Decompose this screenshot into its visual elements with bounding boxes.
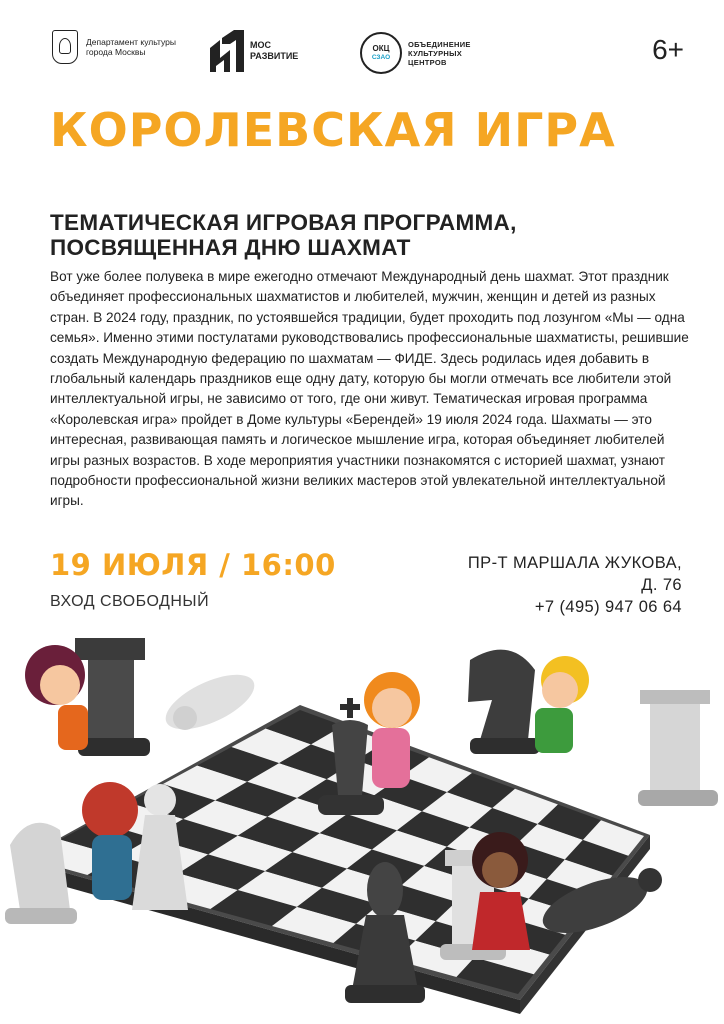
event-subtitle: ТЕМАТИЧЕСКАЯ ИГРОВАЯ ПРОГРАММА, ПОСВЯЩЕННАЯ ДНЮ ШАХМАТ: [50, 210, 517, 260]
address-line-2: Д. 76: [641, 576, 682, 594]
mos-logo-text: МОС РАЗВИТИЕ: [250, 40, 299, 61]
phone-number: +7 (495) 947 06 64: [534, 598, 682, 616]
moscow-culture-dept-logo: [52, 30, 176, 64]
fallen-white-pawn: [158, 664, 262, 741]
header: [52, 30, 684, 76]
chess-kids-illustration: [0, 630, 724, 1024]
event-address: [468, 553, 682, 619]
mos-m-icon: [210, 30, 244, 72]
mos-razvitie-logo: [210, 30, 314, 72]
age-rating: 6+: [652, 34, 684, 65]
okc-badge: [360, 32, 402, 74]
okc-logo-text: ОБЪЕДИНЕНИЕ КУЛЬТУРНЫХ ЦЕНТРОВ: [408, 39, 471, 67]
child-girl-dark-hair: [25, 645, 88, 750]
moscow-crest-icon: [52, 30, 78, 64]
address-line-1: ПР-Т МАРШАЛА ЖУКОВА,: [467, 554, 682, 572]
okc-badge-top: ОКЦ: [372, 44, 390, 53]
chess-rook-piece: [638, 690, 718, 806]
okc-badge-bottom: СЗАО: [371, 54, 391, 61]
black-knight-piece: [468, 650, 540, 754]
okc-logo: [360, 32, 498, 74]
dept-logo-text: Департамент культуры города Москвы: [86, 37, 176, 57]
child-boy-blond: [535, 656, 589, 753]
event-datetime: 19 ИЮЛЯ / 16:00: [50, 548, 336, 582]
event-title: КОРОЛЕВСКАЯ ИГРА: [50, 103, 616, 157]
entry-info: ВХОД СВОБОДНЫЙ: [50, 593, 210, 610]
event-description: Вот уже более полувека в мире ежегодно отмечают Международный день шахмат. Этот праздник объединяет профессиональных шахматистов и любителей, мужчин, женщин и детей из разных стран. В 2024 году, праздник, по устоявшейся традиции, будет проходить под лозунгом «Мы — одна семья». Именно этими постулатами руководствовались профессиональные шахматисты, решившие создать Международную федерацию по шахматам — ФИДЕ. Здесь родилась идея добавить в глобальный календарь праздников еще одну дату, которую бы могли отмечать все любители этой интеллектуальной игры, не зависимо от того, где они живут. Тематическая игровая программа «Королевская игра» пройдет в Доме культуры «Берендей» 19 июля 2024 года. Шахматы — это интересная, развивающая память и логическое мышление игра, которая объединяет любителей игры разных возрастов. В ходе мероприятия участники познакомятся с историей шахмат, узнают подробности профессиональной жизни великих мастеров этой увлекательной интеллектуальной игры.: [50, 269, 689, 509]
